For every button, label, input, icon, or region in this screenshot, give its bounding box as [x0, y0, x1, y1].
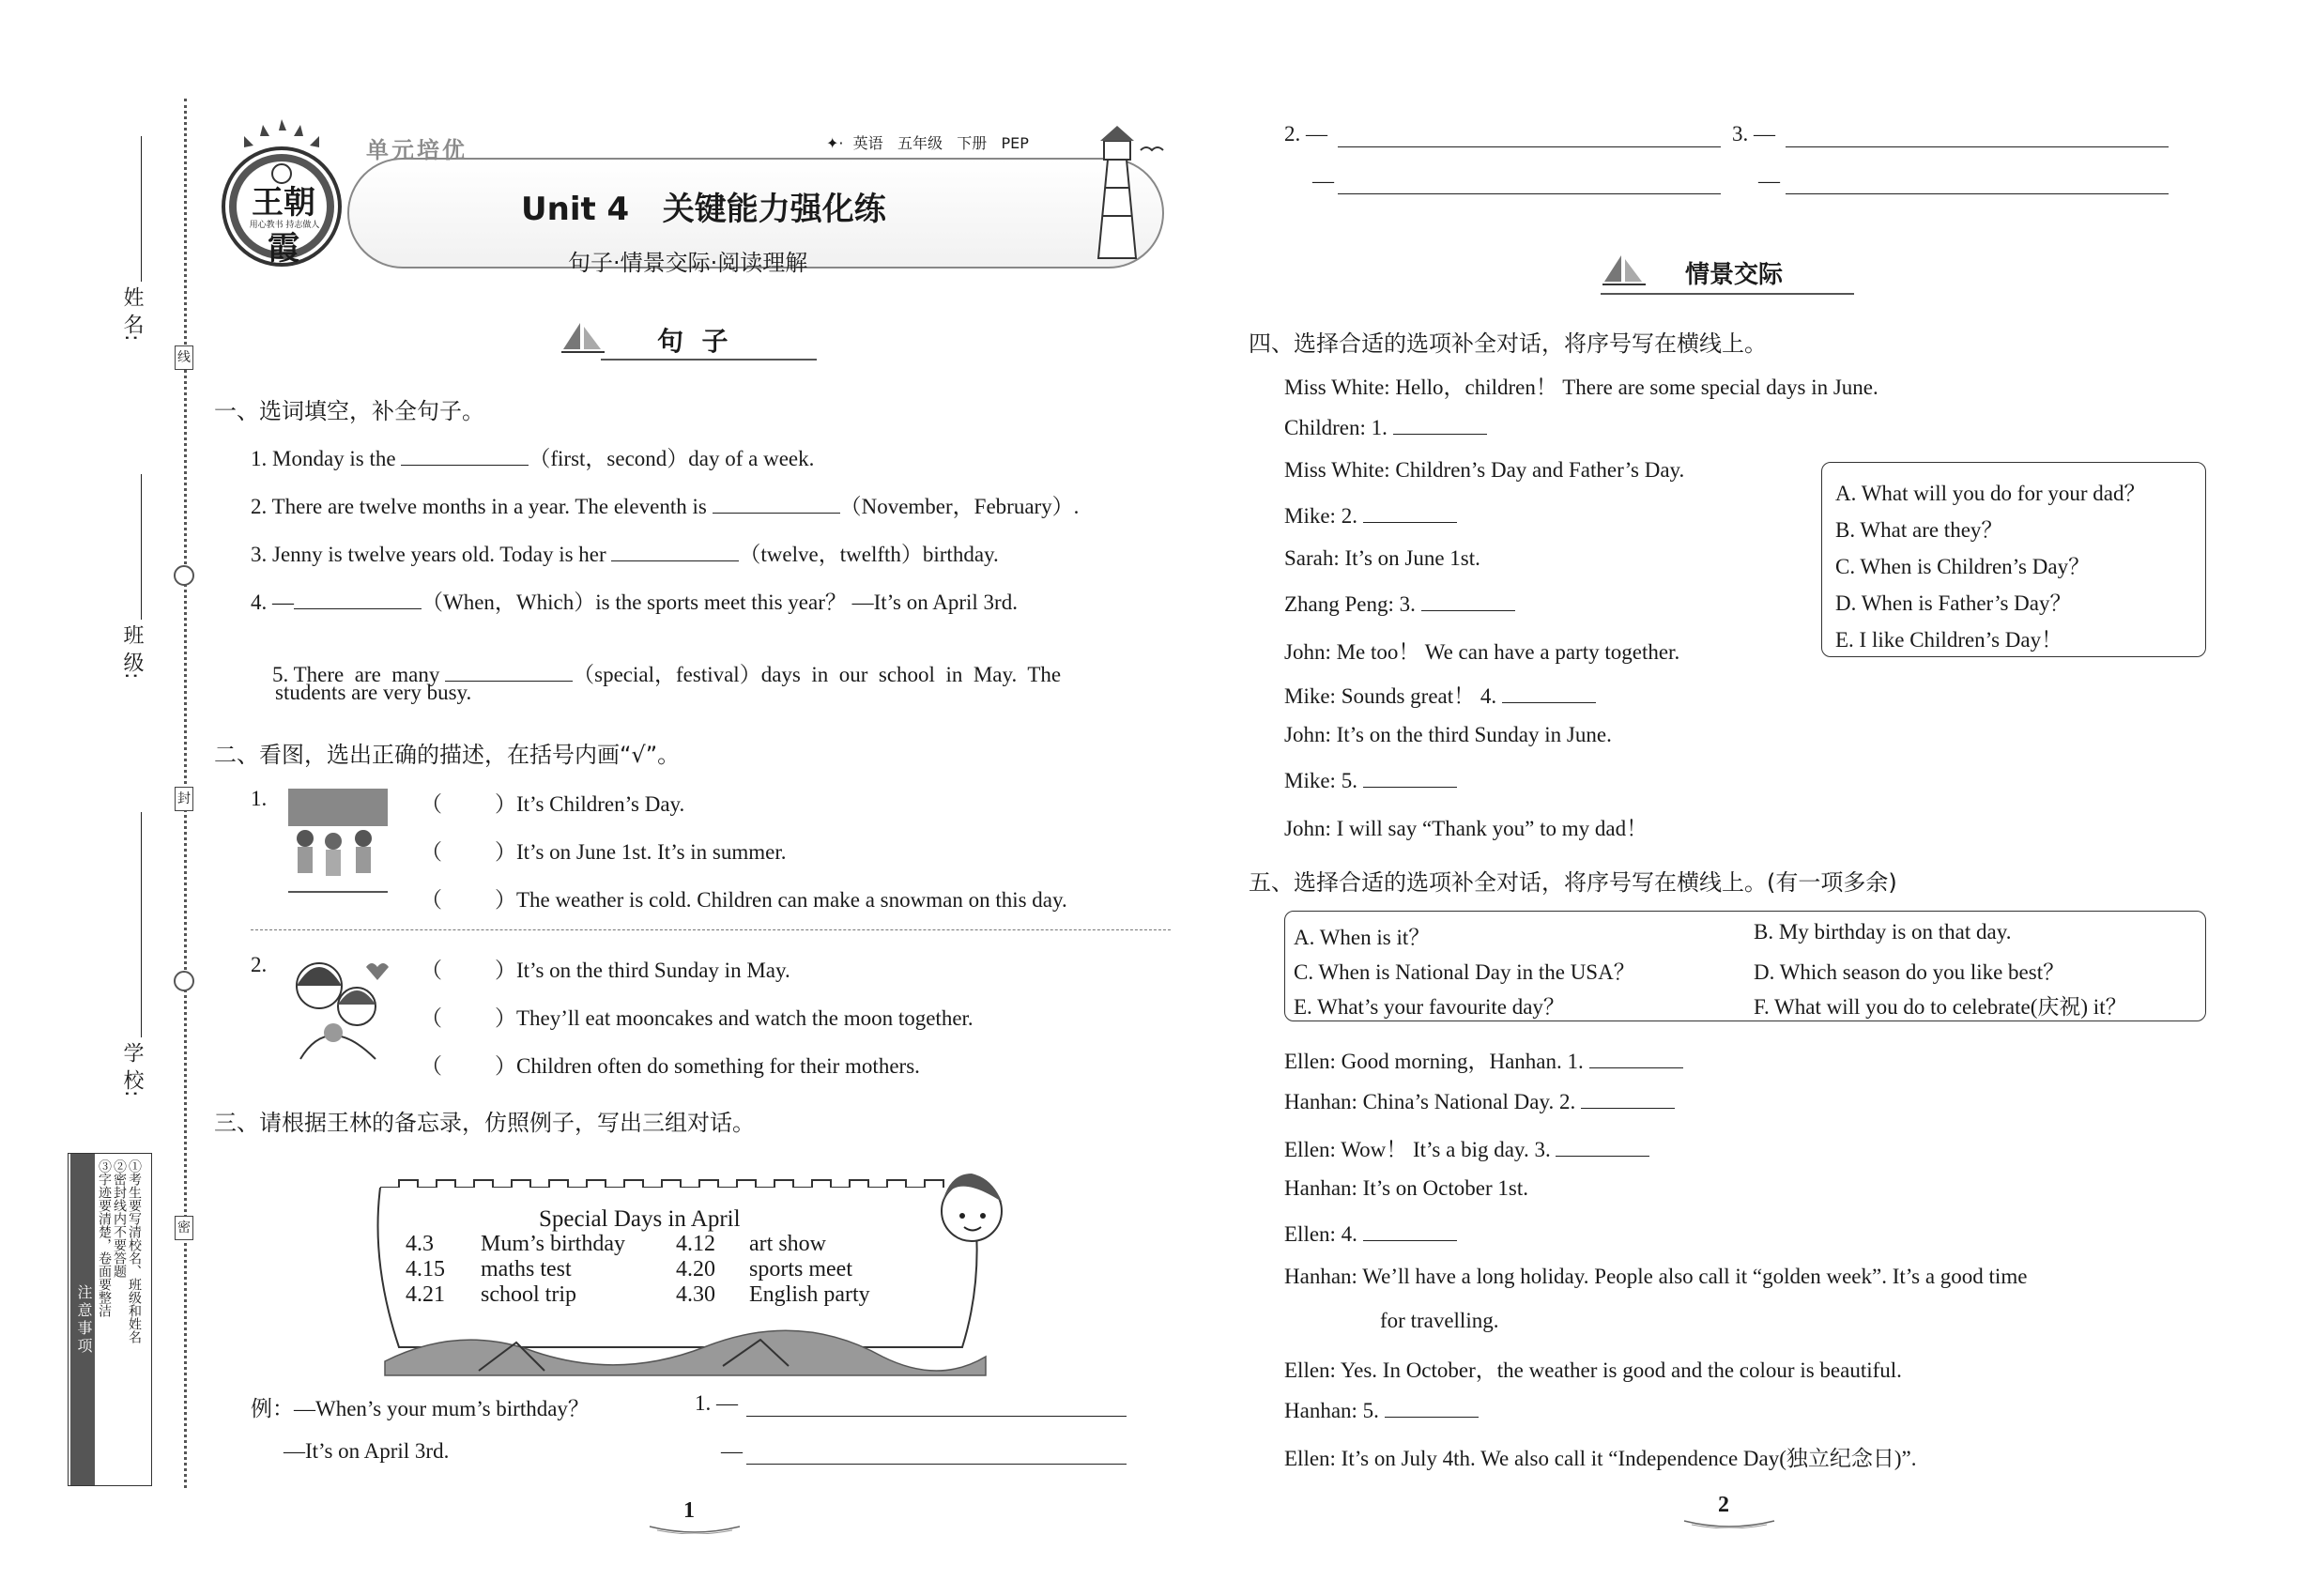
- option-2-1-b: [421, 835, 787, 866]
- page-subtitle: 句子·情景交际·阅读理解: [568, 250, 808, 276]
- class-label: 班 级:: [120, 624, 144, 680]
- dialogue-line: [1284, 1088, 1675, 1114]
- answer-1-label: 1. —: [695, 1391, 738, 1415]
- question-1-3: [251, 537, 999, 568]
- memo-date: 4.20: [676, 1257, 715, 1281]
- answer-blank[interactable]: [294, 589, 422, 609]
- question-text: 2. There are twelve months in a year. The eleventh is: [251, 495, 713, 518]
- dialogue-text: for travelling.: [1380, 1309, 1499, 1332]
- dialogue-text: Ellen: Wow！ It’s a big day. 3.: [1284, 1138, 1556, 1161]
- close-paren: ）: [495, 888, 516, 912]
- note-1: ①考生要写清校名、班级和姓名: [127, 1159, 142, 1343]
- sailboat-icon: [1601, 253, 1648, 291]
- dialogue-line: [1284, 1441, 1917, 1472]
- part5-option: E. What’s your favourite day？: [1294, 995, 1565, 1019]
- option-text: The weather is cold. Children can make a snowman on this day.: [516, 888, 1067, 912]
- note-3: ③字迹要清楚，卷面要整洁: [97, 1159, 112, 1317]
- option-text: They’ll eat mooncakes and watch the moon together.: [516, 1006, 974, 1030]
- part5-option: B. My birthday is on that day.: [1754, 920, 2012, 944]
- dialogue-line: [1284, 370, 1878, 401]
- section-title-situational: 情景交际: [1685, 261, 1784, 289]
- dialogue-line: [1284, 767, 1457, 793]
- option-text: It’s on June 1st. It’s in summer.: [516, 840, 787, 864]
- dialogue-line: [1284, 591, 1515, 617]
- dialogue-line: [1284, 502, 1457, 529]
- dialogue-line: [1284, 1397, 1479, 1423]
- childrens-day-picture-icon: [286, 787, 390, 895]
- answer-3-dash: —: [1758, 169, 1780, 192]
- question-options: （November，February）.: [839, 495, 1080, 518]
- dialogue-text: Ellen: Yes. In October，the weather is good and the colour is beautiful.: [1284, 1358, 1902, 1382]
- option-text: Children often do something for their mothers.: [516, 1054, 920, 1078]
- answer-blank[interactable]: [401, 445, 529, 466]
- dialogue-text: Ellen: 4.: [1284, 1222, 1363, 1246]
- dialogue-line: [1284, 458, 1684, 483]
- answer-blank[interactable]: [1556, 1136, 1649, 1157]
- cut-mark-feng: 封: [175, 787, 193, 811]
- memo-event: sports meet: [749, 1257, 852, 1281]
- memo-date: 4.30: [676, 1282, 715, 1307]
- part4-heading: 四、选择合适的选项补全对话，将序号写在横线上。: [1249, 330, 1767, 357]
- answer-2-dash: —: [1312, 169, 1334, 192]
- option-2-2-b: [421, 1001, 974, 1032]
- question-options: （twelve，twelfth）birthday.: [739, 543, 999, 566]
- group-divider: [251, 929, 1171, 930]
- class-field[interactable]: [141, 474, 142, 620]
- memo-event: art show: [749, 1232, 826, 1256]
- answer-blank[interactable]: [1363, 1220, 1457, 1241]
- part3-heading: 三、请根据王林的备忘录，仿照例子，写出三组对话。: [214, 1110, 755, 1136]
- page-ornament-icon: [1682, 1513, 1776, 1528]
- notes-title: 注意事项: [70, 1154, 95, 1485]
- question-text: 4. —: [251, 591, 294, 614]
- dialogue-text: Mike: 5.: [1284, 769, 1363, 792]
- option-text: It’s on the third Sunday in May.: [516, 959, 790, 982]
- sparkle-icon: ✦·: [826, 134, 844, 152]
- memo-date: 4.12: [676, 1232, 715, 1256]
- close-paren: ）: [495, 1054, 516, 1078]
- section-underline: [601, 359, 817, 361]
- dialogue-line: [1284, 811, 1648, 842]
- example-answer: —It’s on April 3rd.: [284, 1439, 450, 1463]
- part4-option: D. When is Father’s Day？: [1835, 591, 2072, 615]
- lighthouse-icon: [1070, 122, 1173, 263]
- answer-blank[interactable]: [611, 541, 739, 561]
- close-paren: ）: [495, 792, 516, 816]
- group-2-2-number: 2.: [251, 953, 268, 976]
- dialogue-text: Miss White: Children’s Day and Father’s Day.: [1284, 458, 1685, 482]
- dialogue-text: Hanhan: It’s on October 1st.: [1284, 1176, 1528, 1200]
- part4-option: A. What will you do for your dad？: [1835, 482, 2146, 505]
- answer-blank[interactable]: [1393, 414, 1487, 435]
- close-paren: ）: [495, 1006, 516, 1030]
- answer-3-reply-line[interactable]: [1786, 193, 2169, 194]
- name-field[interactable]: [141, 136, 142, 282]
- page-number-1: 1: [683, 1498, 695, 1523]
- answer-2-reply-line[interactable]: [1338, 193, 1721, 194]
- dialogue-text: John: I will say “Thank you” to my dad！: [1284, 817, 1648, 840]
- dialogue-line: [1284, 1176, 1528, 1201]
- meta-volume: 下册: [957, 134, 988, 152]
- notes-box: [68, 1153, 152, 1486]
- dialogue-line: [1284, 723, 1612, 747]
- answer-1-question-line[interactable]: [746, 1416, 1127, 1417]
- dialogue-line: [1284, 1353, 1902, 1384]
- dialogue-text: Mike: 2.: [1284, 504, 1363, 528]
- question-options: （When，Which）is the sports meet this year？ —It’s on April 3rd.: [422, 591, 1018, 614]
- series-label: 单元培优: [366, 137, 468, 163]
- question-options: （first，second）day of a week.: [529, 447, 815, 470]
- brand-tagline: 用心教书 持志做人: [249, 221, 320, 230]
- section-title-sentences: 句 子: [657, 326, 728, 357]
- dialogue-line: [1284, 1132, 1649, 1163]
- binding-hole-icon: [174, 565, 194, 586]
- answer-blank[interactable]: [1502, 683, 1596, 703]
- close-paren: ）: [495, 959, 516, 982]
- answer-2-question-line[interactable]: [1338, 146, 1721, 147]
- memo-event: school trip: [481, 1282, 576, 1307]
- page-title: Unit 4 关键能力强化练: [521, 191, 886, 228]
- answer-blank[interactable]: [1421, 591, 1515, 611]
- memo-date: 4.15: [406, 1257, 445, 1281]
- dialogue-text: Hanhan: China’s National Day. 2.: [1284, 1090, 1581, 1113]
- question-1-2: [251, 489, 1079, 520]
- answer-3-label: 3. —: [1732, 122, 1775, 146]
- header-meta: [826, 131, 1029, 153]
- mothers-day-picture-icon: [282, 948, 394, 1061]
- note-2: ②密封线内不要答题: [112, 1159, 127, 1278]
- open-paren: （: [421, 888, 442, 912]
- memo-title: Special Days in April: [539, 1206, 741, 1232]
- part5-option: F. What will you do to celebrate(庆祝) it？: [1754, 995, 2127, 1019]
- memo-event: English party: [749, 1282, 870, 1307]
- dialogue-text: Ellen: It’s on July 4th. We also call it “Independence Day(独立纪念日)”.: [1284, 1447, 1917, 1470]
- dialogue-line: [1284, 1220, 1457, 1247]
- group-2-1-number: 1.: [251, 787, 268, 810]
- memo-date: 4.21: [406, 1282, 445, 1307]
- answer-blank[interactable]: [1363, 502, 1457, 523]
- close-paren: ）: [495, 840, 516, 864]
- question-text: 5. There are many: [272, 663, 446, 686]
- cut-mark-xian: 线: [175, 345, 193, 370]
- part5-option: A. When is it？: [1294, 926, 1431, 949]
- question-options: （special，festival）days in our school in May. The: [573, 663, 1062, 686]
- brand-name: 王朝霞: [252, 184, 315, 268]
- answer-blank[interactable]: [1385, 1397, 1479, 1418]
- question-text: 1. Monday is the: [251, 447, 402, 470]
- option-2-1-c: [421, 882, 1067, 913]
- dialogue-text: Miss White: Hello，children！ There are some special days in June.: [1284, 376, 1878, 399]
- answer-2-label: 2. —: [1284, 122, 1327, 146]
- part5-option: C. When is National Day in the USA？: [1294, 960, 1635, 984]
- option-2-1-a: [421, 787, 684, 818]
- dialogue-line: [1284, 546, 1480, 571]
- example-question: 例：—When’s your mum’s birthday？: [251, 1397, 590, 1420]
- memo-event: maths test: [481, 1257, 572, 1281]
- dialogue-text: Ellen: Good morning，Hanhan. 1.: [1284, 1050, 1589, 1073]
- open-paren: （: [421, 1054, 442, 1078]
- part4-option: E. I like Children’s Day！: [1835, 628, 2063, 652]
- dialogue-text: John: It’s on the third Sunday in June.: [1284, 723, 1612, 746]
- memo-date: 4.3: [406, 1232, 434, 1256]
- cut-mark-mi: 密: [175, 1216, 193, 1240]
- answer-blank[interactable]: [1589, 1048, 1683, 1068]
- boy-face-icon: [934, 1169, 1009, 1249]
- part5-heading: 五、选择合适的选项补全对话，将序号写在横线上。(有一项多余): [1249, 869, 1897, 896]
- dialogue-text: Sarah: It’s on June 1st.: [1284, 546, 1480, 570]
- part1-heading: 一、选词填空，补全句子。: [214, 398, 484, 424]
- part5-option: D. Which season do you like best？: [1754, 960, 2065, 984]
- meta-subject: 英语: [852, 134, 883, 152]
- answer-blank[interactable]: [445, 661, 573, 682]
- part4-option: C. When is Children’s Day？: [1835, 555, 2091, 578]
- sailboat-icon: [560, 321, 606, 359]
- part4-option: B. What are they？: [1835, 518, 2003, 542]
- meta-grade: 五年级: [897, 134, 943, 152]
- open-paren: （: [421, 792, 442, 816]
- school-field[interactable]: [141, 812, 142, 1037]
- part2-heading: 二、看图，选出正确的描述，在括号内画“√”。: [214, 742, 681, 768]
- option-2-2-a: [421, 953, 790, 984]
- open-paren: （: [421, 959, 442, 982]
- question-text: 3. Jenny is twelve years old. Today is her: [251, 543, 612, 566]
- answer-3-question-line[interactable]: [1786, 146, 2169, 147]
- dialogue-text: Zhang Peng: 3.: [1284, 592, 1421, 616]
- option-2-2-c: [421, 1049, 920, 1080]
- dialogue-line: [1284, 635, 1679, 666]
- page-ornament-icon: [648, 1519, 742, 1534]
- school-label: 学 校:: [120, 1042, 144, 1097]
- answer-1-reply-line[interactable]: [746, 1464, 1127, 1465]
- name-label: 姓 名:: [120, 286, 144, 342]
- memo-event: Mum’s birthday: [481, 1232, 625, 1256]
- page-number-2: 2: [1718, 1493, 1729, 1517]
- dialogue-text: Mike: Sounds great！ 4.: [1284, 684, 1502, 708]
- answer-blank[interactable]: [1581, 1088, 1675, 1109]
- dialogue-text: Hanhan: We’ll have a long holiday. People also call it “golden week”. It’s a good time: [1284, 1265, 2028, 1288]
- question-1-5-cont: students are very busy.: [275, 681, 472, 704]
- question-1-1: [251, 441, 814, 472]
- binding-hole-icon: [174, 971, 194, 991]
- dialogue-text: Children: 1.: [1284, 416, 1393, 439]
- meta-edition: PEP: [1001, 134, 1029, 152]
- dialogue-text: Hanhan: 5.: [1284, 1399, 1385, 1422]
- open-paren: （: [421, 840, 442, 864]
- option-text: It’s Children’s Day.: [516, 792, 685, 816]
- answer-blank[interactable]: [1363, 767, 1457, 788]
- answer-1-dash: —: [721, 1439, 743, 1463]
- dialogue-line: [1284, 679, 1596, 710]
- dialogue-line: [1380, 1309, 1498, 1333]
- section-underline: [1601, 293, 1854, 295]
- question-1-4: [251, 585, 1018, 616]
- dialogue-line: [1284, 1044, 1683, 1075]
- dialogue-text: John: Me too！ We can have a party together.: [1284, 640, 1680, 664]
- dialogue-line: [1284, 1265, 2027, 1289]
- dialogue-line: [1284, 414, 1487, 440]
- open-paren: （: [421, 1006, 442, 1030]
- answer-blank[interactable]: [713, 493, 840, 514]
